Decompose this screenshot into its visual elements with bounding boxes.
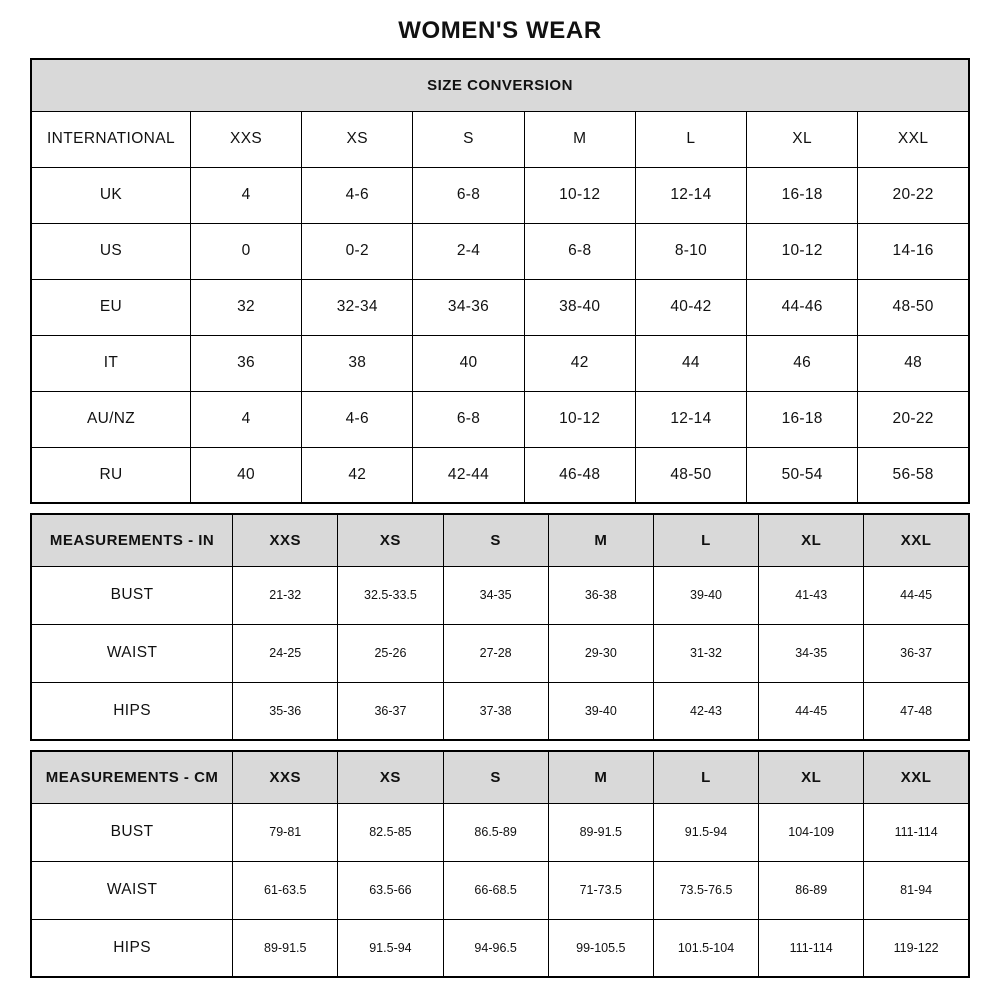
table-band-row <box>31 59 969 111</box>
table-row-it <box>31 335 969 391</box>
column-header-cell: S <box>443 514 548 566</box>
measurement-cell: 91.5-94 <box>653 803 758 861</box>
column-header-row <box>31 751 969 803</box>
measurement-cell: 44-45 <box>759 682 864 740</box>
size-cell: 38 <box>302 335 413 391</box>
row-label-cell: US <box>31 223 190 279</box>
size-cell: 40 <box>413 335 524 391</box>
table-row-waist-cm <box>31 861 969 919</box>
measurement-cell: 82.5-85 <box>338 803 443 861</box>
measurement-cell: 119-122 <box>864 919 969 977</box>
size-cell: 4-6 <box>302 391 413 447</box>
size-cell: 36 <box>190 335 301 391</box>
measurement-cell: 42-43 <box>653 682 758 740</box>
size-cell: 42-44 <box>413 447 524 503</box>
size-cell: 20-22 <box>858 167 969 223</box>
table-row-hips-cm <box>31 919 969 977</box>
column-header-cell: XXS <box>233 751 338 803</box>
column-header-cell: XS <box>338 514 443 566</box>
size-cell: 42 <box>302 447 413 503</box>
column-header-cell: XXL <box>864 514 969 566</box>
row-label-cell: UK <box>31 167 190 223</box>
size-cell: 56-58 <box>858 447 969 503</box>
measurement-cell: 71-73.5 <box>548 861 653 919</box>
measurement-cell: 86-89 <box>759 861 864 919</box>
size-cell: 16-18 <box>747 167 858 223</box>
row-label-cell: WAIST <box>31 624 233 682</box>
row-label-cell: HIPS <box>31 919 233 977</box>
size-cell: 44 <box>635 335 746 391</box>
table-row-aunz <box>31 391 969 447</box>
table-row-bust-cm <box>31 803 969 861</box>
size-cell: 6-8 <box>413 167 524 223</box>
size-cell: 12-14 <box>635 391 746 447</box>
measurement-cell: 89-91.5 <box>548 803 653 861</box>
size-cell: 10-12 <box>524 167 635 223</box>
column-header-cell: L <box>635 111 746 167</box>
column-header-cell: XS <box>338 751 443 803</box>
size-cell: 32 <box>190 279 301 335</box>
size-cell: 10-12 <box>747 223 858 279</box>
size-cell: 2-4 <box>413 223 524 279</box>
size-cell: 20-22 <box>858 391 969 447</box>
measurement-cell: 111-114 <box>864 803 969 861</box>
row-label-cell: BUST <box>31 566 233 624</box>
measurement-cell: 111-114 <box>759 919 864 977</box>
measurement-cell: 81-94 <box>864 861 969 919</box>
column-header-cell: INTERNATIONAL <box>31 111 190 167</box>
column-header-cell: XL <box>759 514 864 566</box>
size-cell: 40-42 <box>635 279 746 335</box>
measurement-cell: 104-109 <box>759 803 864 861</box>
column-header-row <box>31 514 969 566</box>
measurement-cell: 66-68.5 <box>443 861 548 919</box>
size-cell: 6-8 <box>524 223 635 279</box>
measurement-cell: 89-91.5 <box>233 919 338 977</box>
size-cell: 40 <box>190 447 301 503</box>
measurement-cell: 31-32 <box>653 624 758 682</box>
measurement-cell: 73.5-76.5 <box>653 861 758 919</box>
page-title: WOMEN'S WEAR <box>398 17 602 44</box>
column-header-cell: XXS <box>233 514 338 566</box>
table-row-uk <box>31 167 969 223</box>
size-cell: 6-8 <box>413 391 524 447</box>
size-cell: 4 <box>190 391 301 447</box>
measurement-cell: 101.5-104 <box>653 919 758 977</box>
measurement-cell: 39-40 <box>548 682 653 740</box>
column-header-cell: M <box>548 514 653 566</box>
size-cell: 14-16 <box>858 223 969 279</box>
measurement-cell: 24-25 <box>233 624 338 682</box>
column-header-cell: S <box>413 111 524 167</box>
measurement-cell: 34-35 <box>443 566 548 624</box>
measurement-cell: 91.5-94 <box>338 919 443 977</box>
size-cell: 4-6 <box>302 167 413 223</box>
column-header-cell: S <box>443 751 548 803</box>
measurement-cell: 27-28 <box>443 624 548 682</box>
size-cell: 32-34 <box>302 279 413 335</box>
measurements-in-band-header: MEASUREMENTS - IN <box>31 514 233 566</box>
column-header-cell: XXS <box>190 111 301 167</box>
column-header-cell: M <box>524 111 635 167</box>
size-cell: 16-18 <box>747 391 858 447</box>
measurement-cell: 36-38 <box>548 566 653 624</box>
size-cell: 48-50 <box>635 447 746 503</box>
column-header-cell: XXL <box>864 751 969 803</box>
row-label-cell: AU/NZ <box>31 391 190 447</box>
size-cell: 0 <box>190 223 301 279</box>
size-cell: 34-36 <box>413 279 524 335</box>
size-cell: 50-54 <box>747 447 858 503</box>
table-row-bust-in <box>31 566 969 624</box>
measurements-cm-band-header: MEASUREMENTS - CM <box>31 751 233 803</box>
measurement-cell: 39-40 <box>653 566 758 624</box>
size-cell: 44-46 <box>747 279 858 335</box>
size-cell: 46-48 <box>524 447 635 503</box>
row-label-cell: EU <box>31 279 190 335</box>
measurement-cell: 63.5-66 <box>338 861 443 919</box>
measurement-cell: 21-32 <box>233 566 338 624</box>
size-conversion-table <box>30 58 970 504</box>
column-header-cell: L <box>653 751 758 803</box>
measurement-cell: 61-63.5 <box>233 861 338 919</box>
column-header-cell: XXL <box>858 111 969 167</box>
measurement-cell: 37-38 <box>443 682 548 740</box>
measurements-in-table <box>30 513 970 741</box>
measurement-cell: 36-37 <box>864 624 969 682</box>
column-header-cell: XL <box>747 111 858 167</box>
row-label-cell: RU <box>31 447 190 503</box>
table-row-ru <box>31 447 969 503</box>
size-cell: 12-14 <box>635 167 746 223</box>
measurement-cell: 94-96.5 <box>443 919 548 977</box>
size-cell: 46 <box>747 335 858 391</box>
table-row-us <box>31 223 969 279</box>
row-label-cell: BUST <box>31 803 233 861</box>
table-row-waist-in <box>31 624 969 682</box>
measurement-cell: 79-81 <box>233 803 338 861</box>
size-cell: 42 <box>524 335 635 391</box>
size-cell: 8-10 <box>635 223 746 279</box>
size-cell: 4 <box>190 167 301 223</box>
measurement-cell: 32.5-33.5 <box>338 566 443 624</box>
table-row-eu <box>31 279 969 335</box>
measurement-cell: 99-105.5 <box>548 919 653 977</box>
measurement-cell: 86.5-89 <box>443 803 548 861</box>
measurement-cell: 47-48 <box>864 682 969 740</box>
row-label-cell: WAIST <box>31 861 233 919</box>
size-cell: 48-50 <box>858 279 969 335</box>
measurement-cell: 41-43 <box>759 566 864 624</box>
size-cell: 10-12 <box>524 391 635 447</box>
column-header-cell: M <box>548 751 653 803</box>
column-header-cell: L <box>653 514 758 566</box>
size-cell: 0-2 <box>302 223 413 279</box>
column-header-row <box>31 111 969 167</box>
row-label-cell: IT <box>31 335 190 391</box>
column-header-cell: XS <box>302 111 413 167</box>
measurement-cell: 36-37 <box>338 682 443 740</box>
measurement-cell: 44-45 <box>864 566 969 624</box>
column-header-cell: XL <box>759 751 864 803</box>
size-conversion-band-header: SIZE CONVERSION <box>31 59 969 111</box>
measurement-cell: 34-35 <box>759 624 864 682</box>
measurements-cm-table <box>30 750 970 978</box>
size-cell: 38-40 <box>524 279 635 335</box>
size-cell: 48 <box>858 335 969 391</box>
table-row-hips-in <box>31 682 969 740</box>
measurement-cell: 25-26 <box>338 624 443 682</box>
row-label-cell: HIPS <box>31 682 233 740</box>
measurement-cell: 29-30 <box>548 624 653 682</box>
measurement-cell: 35-36 <box>233 682 338 740</box>
